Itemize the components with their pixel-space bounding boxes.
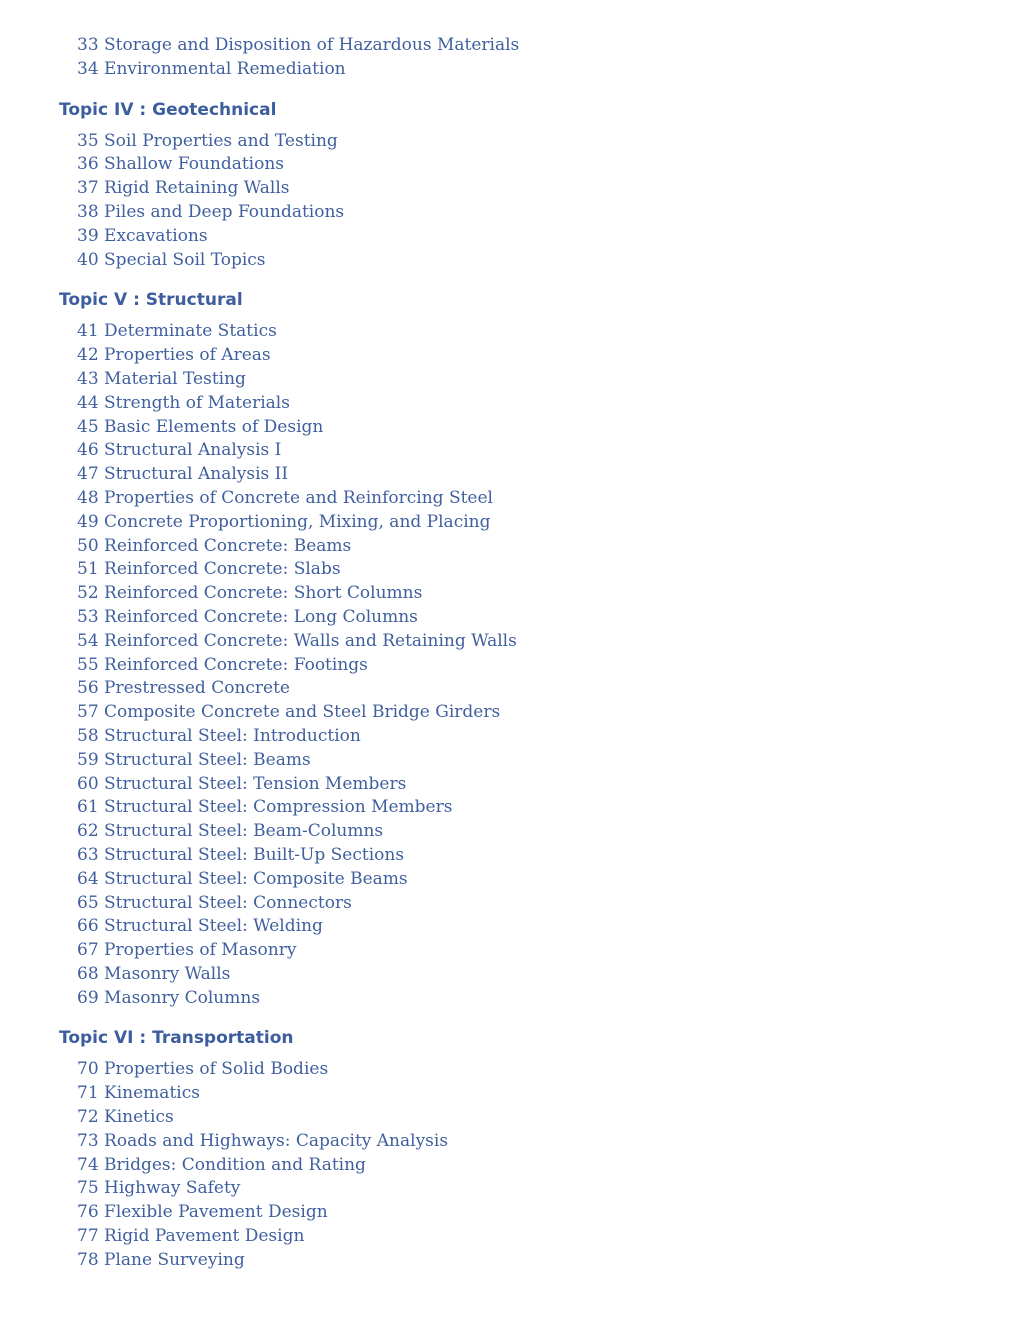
chapter-link[interactable]: 65 Structural Steel: Connectors: [77, 892, 352, 913]
chapter-link[interactable]: 67 Properties of Masonry: [77, 940, 297, 961]
chapter-link[interactable]: 71 Kinematics: [77, 1083, 200, 1104]
topic-heading: Topic V : Structural: [59, 290, 243, 311]
chapter-link[interactable]: 50 Reinforced Concrete: Beams: [77, 535, 352, 556]
chapter-link[interactable]: 35 Soil Properties and Testing: [77, 130, 338, 151]
chapter-link[interactable]: 56 Prestressed Concrete: [77, 678, 290, 699]
chapter-link[interactable]: 78 Plane Surveying: [77, 1249, 245, 1270]
chapter-link[interactable]: 46 Structural Analysis I: [77, 440, 282, 461]
topic-heading: Topic VI : Transportation: [59, 1028, 294, 1049]
chapter-link[interactable]: 42 Properties of Areas: [77, 345, 271, 366]
chapter-link[interactable]: 36 Shallow Foundations: [77, 154, 285, 175]
chapter-link[interactable]: 38 Piles and Deep Foundations: [77, 201, 345, 222]
chapter-link[interactable]: 37 Rigid Retaining Walls: [77, 178, 290, 199]
chapter-link[interactable]: 58 Structural Steel: Introduction: [77, 725, 361, 746]
chapter-link[interactable]: 43 Material Testing: [77, 368, 246, 389]
chapter-link[interactable]: 68 Masonry Walls: [77, 963, 231, 984]
chapter-link[interactable]: 63 Structural Steel: Built-Up Sections: [77, 844, 405, 865]
table-of-contents: [0, 34, 1020, 1273]
chapter-link[interactable]: 55 Reinforced Concrete: Footings: [77, 654, 368, 675]
chapter-link[interactable]: 66 Structural Steel: Welding: [77, 916, 323, 937]
chapter-link[interactable]: 53 Reinforced Concrete: Long Columns: [77, 606, 418, 627]
chapter-link[interactable]: 48 Properties of Concrete and Reinforcing Steel: [77, 487, 493, 508]
chapter-link[interactable]: 47 Structural Analysis II: [77, 464, 289, 485]
chapter-link[interactable]: 72 Kinetics: [77, 1107, 174, 1128]
chapter-link[interactable]: 70 Properties of Solid Bodies: [77, 1059, 329, 1080]
chapter-link[interactable]: 59 Structural Steel: Beams: [77, 749, 311, 770]
chapter-group: [0, 98, 1020, 273]
topic-heading: Topic IV : Geotechnical: [59, 99, 277, 120]
chapter-link[interactable]: 62 Structural Steel: Beam-Columns: [77, 821, 384, 842]
chapter-link[interactable]: 33 Storage and Disposition of Hazardous Materials: [77, 35, 520, 55]
chapter-link[interactable]: 40 Special Soil Topics: [77, 249, 266, 270]
chapter-link[interactable]: 44 Strength of Materials: [77, 392, 290, 413]
chapter-link[interactable]: 69 Masonry Columns: [77, 987, 261, 1008]
chapter-link[interactable]: 54 Reinforced Concrete: Walls and Retaining Walls: [77, 630, 517, 651]
chapter-link[interactable]: 51 Reinforced Concrete: Slabs: [77, 559, 341, 580]
chapter-link[interactable]: 34 Environmental Remediation: [77, 58, 346, 79]
chapter-link[interactable]: 77 Rigid Pavement Design: [77, 1226, 305, 1247]
chapter-group: [0, 1026, 1020, 1272]
chapter-link[interactable]: 74 Bridges: Condition and Rating: [77, 1154, 366, 1175]
chapter-link[interactable]: 39 Excavations: [77, 225, 208, 246]
chapter-link[interactable]: 73 Roads and Highways: Capacity Analysis: [77, 1130, 449, 1151]
chapter-link[interactable]: 60 Structural Steel: Tension Members: [77, 773, 407, 794]
chapter-link[interactable]: 75 Highway Safety: [77, 1178, 241, 1199]
chapter-link[interactable]: 45 Basic Elements of Design: [77, 416, 324, 437]
chapter-group: [0, 34, 1020, 82]
chapter-link[interactable]: 57 Composite Concrete and Steel Bridge Girders: [77, 702, 501, 723]
chapter-link[interactable]: 61 Structural Steel: Compression Members: [77, 797, 453, 818]
chapter-link[interactable]: 41 Determinate Statics: [77, 321, 277, 342]
chapter-group: [0, 288, 1020, 1010]
chapter-link[interactable]: 49 Concrete Proportioning, Mixing, and Placing: [77, 511, 491, 532]
chapter-link[interactable]: 76 Flexible Pavement Design: [77, 1202, 328, 1223]
chapter-link[interactable]: 52 Reinforced Concrete: Short Columns: [77, 583, 423, 604]
chapter-link[interactable]: 64 Structural Steel: Composite Beams: [77, 868, 408, 889]
